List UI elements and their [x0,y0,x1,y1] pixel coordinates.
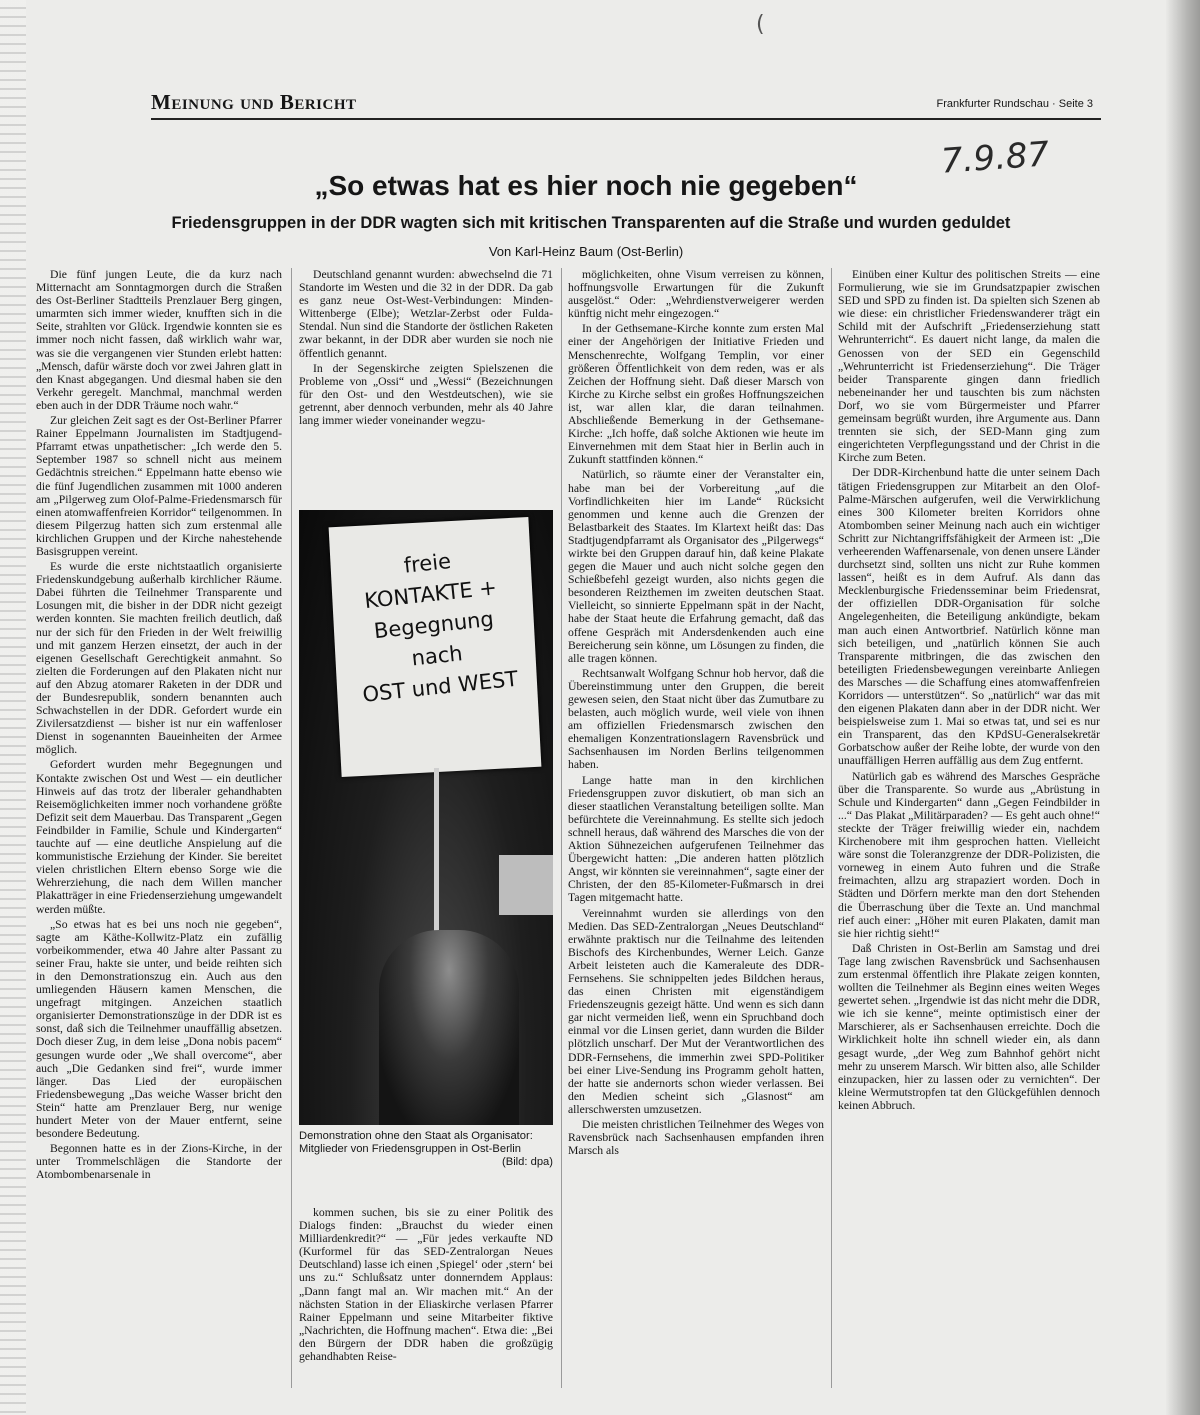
paragraph: „So etwas hat es bei uns noch nie gegeben“, sagte am Käthe-Kollwitz-Platz ein zufällig vorbeikommender, etwa 40 Jahre alter Passant zu seiner Frau, hakte sie unter, und beide reihten sich in den Demonstrationszug ein. Auch aus den umliegenden Häusern kamen Menschen, die ungefragt mitgingen. Anzeichen staatlich organisierter Demonstrationszüge in der DDR ist es sonst, daß sich die Teilnehmer unauffällig absetzen. Doch dieser Zug, in dem leise „Dona nobis pacem“ gesungen wurde oder „We shall overcome“, aber auch „Die Gedanken sind frei“, wurde immer länger. Das Lied der europäischen Friedensbewegung „Das weiche Wasser bricht den Stein“ hatte am Prenzlauer Berg, nur wenige hundert Meter von der Mauer entfernt, seine besondere Bedeutung. [36,917,282,1141]
column-3 [568,268,824,1393]
paragraph: Die meisten christlichen Teilnehmer des Weges von Ravensbrück nach Sachsenhausen empfanden ihren Marsch als [568,1118,824,1158]
paragraph: möglichkeiten, ohne Visum verreisen zu können, hoffnungsvolle Erwartungen für die Zukunft ausgelöst.“ Oder: „Wehrdienstverweigerer werden künftig nicht mehr eingezogen.“ [568,268,824,321]
paragraph: In der Segenskirche zeigten Spielszenen die Probleme von „Ossi“ und „Wessi“ (Bezeichnungen für den Ost- und den Westdeutschen), wie sie getrennt, aber dennoch verbunden, mehr als 40 Jahre lang immer wieder voneinander wegzu- [299,361,553,428]
pen-mark: ( [756,12,765,37]
column-rule [291,268,292,1388]
handwritten-date: 7.9.87 [939,134,1051,182]
paragraph: Lange hatte man in den kirchlichen Friedensgruppen zuvor diskutiert, ob man sich an dieser staatlichen Veranstaltung beteiligen sollte. Man befürchtete die Vereinnahmung. Es stellte sich jedoch schnell heraus, daß während des Marsches die von der Aktion Sühnezeichen aufgerufenen Teilnehmer das Übergewicht hatten: „Die anderen hatten plötzlich Angst, wir könnten sie vereinnahmen“, sagte einer der Christen, der den 85-Kilometer-Fußmarsch in drei Tagen mitgemacht hatte. [568,773,824,905]
subheadline: Friedensgruppen in der DDR wagten sich mit kritischen Transparenten auf die Straße und wurden geduldet [171,214,1011,232]
paragraph: Vereinnahmt wurden sie allerdings von den Medien. Das SED-Zentralorgan „Neues Deutschland“ erwähnte praktisch nur die Teilnahme des leitenden Bischofs des Kirchenbundes, Werner Leich. Ganze Arbeit leisteten auch die Kameraleute des DDR-Fernsehens. Sie schnippelten jedes Bildchen heraus, das einen Christen mit eigenständigem Friedenszeugnis gezeigt hätte. Und wenn es sich dann gar nicht vermeiden ließ, wenn ein Spruchband doch einmal vor die Linsen geriet, dann wurden die Bilder plötzlich unscharf. Der Mut der Verantwortlichen des DDR-Fernsehens, die immerhin zwei SPD-Politiker bei einer Live-Sendung ins Programm geholt hatten, der hatte sie andernorts schon wieder verlassen. Bei den Medien scheint sich „Glasnost“ am allerschwersten umzusetzen. [568,906,824,1116]
sign-line: KONTAKTE + [363,575,498,614]
paragraph: Die fünf jungen Leute, die da kurz nach Mitternacht am Sonntagmorgen durch die Straßen des Ost-Berliner Stadtteils Prenzlauer Berg gingen, umarmten sich immer wieder, knufften sich in die Seite, strahlten vor Glück. Irgendwie konnten sie es immer noch nicht fassen, daß wirklich wahr war, was sie die vergangenen vier Stunden erlebt hatten: „Mensch, dafür wärste doch vor zwei Jahren glatt in den Knast abgegangen. Und diesmal haben sie den Verkehr geregelt. Manchmal, manchmal werden eben auch in der DDR Träume noch wahr.“ [36,268,282,412]
sign-line: freie [402,548,453,578]
scan-edge-right [1166,0,1200,1415]
section-name: Meinung und Bericht [151,90,357,114]
paragraph: Rechtsanwalt Wolfgang Schnur hob hervor, daß die Übereinstimmung unter den Gruppen, die bereit gewesen seien, den Staat nicht über das Zumutbare zu belasten, auch möglich wurde, weil viele von ihnen am offiziellen Friedensmarsch zwischen den ehemaligen Konzentrationslagern Ravensbrück und Sachsenhausen im Norden Berlins teilgenommen haben. [568,666,824,772]
newspaper-page [36,90,1100,1400]
column-4 [838,268,1100,1393]
paragraph: Es wurde die erste nichtstaatlich organisierte Friedenskundgebung außerhalb kirchlicher Räume. Dabei führten die Teilnehmer Transparente und Losungen mit, die bisher in der DDR nicht gezeigt werden konnten. Sie machten freilich deutlich, daß nur der sich für den Frieden in der Welt freiwillig und mit ganzem Herzen einsetzt, der auch in der eigenen Gesellschaft Gerechtigkeit anmahnt. So zielten die Forderungen auf den Plakaten nicht nur auf den Abzug atomarer Raketen in der DDR und der Bundesrepublik, sondern benannten auch Schwachstellen in der DDR. Gefordert wurde ein Zivilersatzdienst — bisher ist nur ein waffenloser Dienst in sogenannten Baueinheiten der Armee möglich. [36,560,282,757]
photo-caption [299,1130,553,1169]
sign-line: Begegnung [372,606,495,644]
sign-carrier-figure [379,930,519,1125]
paragraph: kommen suchen, bis sie zu einer Politik des Dialogs finden: „Brauchst du wieder einen Milliardenkredit?“ — „Für jedes verkaufte ND (Kurformel für das SED-Zentralorgan Neues Deutschland) lasse ich einen ‚Spiegel‘ oder ‚stern‘ bei uns zu.“ Schlußsatz unter donnerndem Applaus: „Dann fangt mal an. Wir machen mit.“ An der nächsten Station in der Eliaskirche verlasen Pfarrer Rainer Eppelmann und seine Mitarbeiter fiktive „Nachrichten, die Hoffnung machen“. Etwa die: „Bei den Bürgern der DDR haben die großzügig gehandhabten Reise- [299,1206,553,1364]
paragraph: Natürlich, so räumte einer der Veranstalter ein, habe man bei der Vorbereitung „auf die Vorfindlichkeiten hier im Lande“ Rücksicht genommen und kenne auch die Grenzen der Belastbarkeit des Staates. Im Klartext heißt das: Das Stadtjugendpfarramt als Organisator des „Pilgerwegs“ wirkte bei den Gruppen darauf hin, daß keine Plakate gegen die Mauer und auch nicht solche gegen den Schießbefehl gezeigt wurden, also nichts gegen die besonderen Reizthemen im zweiten deutschen Staat. Vielleicht, so sinnierte Eppelmann spät in der Nacht, habe der Staat heute die Erfahrung gemacht, daß das offene Gespräch mit Andersdenkenden auch eine Bereicherung sein könne, um Lösungen zu finden, die alle tragen können. [568,468,824,665]
column-2-top [299,268,553,468]
paragraph: Gefordert wurden mehr Begegnungen und Kontakte zwischen Ost und West — ein deutlicher Hinweis auf das trotz der liberaler gehandhabten Reisemöglichkeiten immer noch vorhandene größte Defizit seit dem Mauerbau. Das Transparent „Gegen Feindbilder in Familie, Schule und Kindergarten“ tauchte auf — eine deutliche Anspielung auf die kommunistische Erziehung der Kinder. Sie bereitet vielen christlichen Eltern ebenso Sorge wie die Wehrerziehung, die nach dem Willen mancher Plakatträger in eine Friedenserziehung umgewandelt werden müßte. [36,758,282,916]
column-rule [561,268,562,1388]
photo-credit: (Bild: dpa) [502,1156,553,1168]
headline: „So etwas hat es hier noch nie gegeben“ [314,170,858,201]
paragraph: Deutschland genannt wurden: abwechselnd die 71 Standorte im Westen und die 32 in der DDR. Da gab es ganz neue Ost-West-Verbindungen: Minden-Wittenberge (Elbe); Wetzlar-Zerbst oder Fulda-Stendal. Nun sind die Standorte der östlichen Raketen zwar bekannt, in der DDR aber wurden sie noch nie öffentlich genannt. [299,268,553,360]
column-1 [36,268,282,1393]
paragraph: In der Gethsemane-Kirche konnte zum ersten Mal einer der Angehörigen der Initiative Frieden und Menschenrechte, Wolfgang Templin, vor einer größeren Öffentlichkeit von dem reden, was er als Zeichen der Hoffnung sieht. Daß dieser Marsch von Kirche zu Kirche selbst ein großes Hoffnungszeichen ist, war allen klar, die daran teilnahmen. Abschließende Bemerkung in der Gethsemane-Kirche: „Ich hoffe, daß solche Aktionen wie heute im Einvernehmen mit dem Staat hier in Berlin auch in Zukunft stattfinden können.“ [568,322,824,467]
paragraph: Zur gleichen Zeit sagt es der Ost-Berliner Pfarrer Rainer Eppelmann Journalisten im Stadtjugend-Pfarramt etwas unpathetischer: „Ich werde den 5. September 1987 so schnell nicht aus meinem Gedächtnis streichen.“ Eppelmann hatte ebenso wie die fünf Jugendlichen zusammen mit 1000 anderen am „Pilgerweg zum Olof-Palme-Friedensmarsch für einen atomwaffenfreien Korridor“ teilgenommen. In diesem Pilgerzug hatten sich zum erstenmal alle kirchlichen Gruppen und der Kirche nahestehende Basisgruppen vereint. [36,414,282,558]
paragraph: Daß Christen in Ost-Berlin am Samstag und drei Tage lang zwischen Ravensbrück und Sachsenhausen zum erstenmal öffentlich ihre Plakate zeigen konnten, wollten die Teilnehmer als Beginn eines weiten Weges gewertet sehen. „Irgendwie ist das nicht mehr die DDR, wie ich sie kenne“, meinte optimistisch einer der Marschierer, als er Sachsenhausen erreichte. Doch die Wirklichkeit holte ihn schnell wieder ein, als dann gesagt wurde, „der Weg zum Bahnhof gehört nicht mehr zu unserem Marsch. Wir bitten also, alle Schilder einzupacken, hier zu lassen oder zu vernichten“. Der kleine Wermutstropfen tat den Glückgefühlen dennoch keinen Abbruch. [838,941,1100,1112]
paper-reference: Frankfurter Rundschau · Seite 3 [936,98,1093,110]
protest-sign-text [336,539,531,712]
column-2-bottom [299,1206,553,1396]
byline: Von Karl-Heinz Baum (Ost-Berlin) [488,244,684,259]
paragraph: Natürlich gab es während des Marsches Gespräche über die Transparente. So wurde aus „Abrüstung in Schule und Kindergarten“ dann „Gegen Feindbilder in ...“ Das Plakat „Militärparaden? — Es geht auch ohne!“ steckte der Träger freiwillig wieder ein, nachdem Kirchenobere mit ihm gesprochen hatten. Vielleicht wäre sonst die Toleranzgrenze der DDR-Polizisten, die vorneweg in einem Auto fuhren und die Straße freimachten, allzu arg strapaziert worden. Doch in Städten und Dörfern merkte man den dort Stehenden die Überraschung über die Texte an. Und manchmal rief auch einer: „Höher mit euren Plakaten, damit man sie hier richtig sieht!“ [838,769,1100,940]
sign-line: nach [410,641,464,671]
sign-line: OST und WEST [361,666,520,707]
paragraph: Begonnen hatte es in der Zions-Kirche, in der unter Trommelschlägen die Standorte der Atombombenarsenale in [36,1142,282,1182]
masthead [151,90,1101,120]
paragraph: Der DDR-Kirchenbund hatte die unter seinem Dach tätigen Friedensgruppen zur Mitarbeit an den Olof-Palme-Märschen aufgerufen, weil die Verwirklichung eines 300 Kilometer breiten Korridors ohne Atombomben seiner Meinung nach auch ein wichtiger Schritt zur Nichtangriffsfähigkeit der Armeen ist: „Die verheerenden Waffenarsenale, von denen unsere Länder durchsetzt sind, sollten uns nicht zur Ruhe kommen lassen“, heißt es in dem Aufruf. Als dann das Mecklenburgische Friedensseminar beim Friedensrat, der offiziellen DDR-Organisation für solche Angelegenheiten, die Beteiligung ankündigte, bekam man auch einen Antwortbrief. Natürlich könne man sich beteiligen, und „natürlich können Sie auch Transparente mitbringen, die das zwischen den beteiligten Friedensbewegungen vereinbarte Anliegen des Marsches — die Schaffung eines atomwaffenfreien Korridors — unterstützen“. So „natürlich“ war das mit den eigenen Plakaten dann aber in der DDR nicht. Wer beispielsweise zum 1. Mai so etwas tat, und sei es nur ein Transparent, das den KPdSU-Generalsekretär Gorbatschow außer der Reihe lobte, der wurde von den unauffälligen Herren auffällig aus dem Zug entfernt. [838,466,1100,768]
photo-background-banner [499,855,553,915]
paragraph: Einüben einer Kultur des politischen Streits — eine Formulierung, wie sie im Grundsatzpapier zwischen SED und SPD zu finden ist. Da spielten sich Szenen ab wie diese: ein christlicher Friedenswanderer trägt ein Schild mit der Aufschrift „Friedenserziehung statt Wehrunterricht“. Es dauert nicht lange, da malen die Genossen von der SED ein Gegenschild „Wehrunterricht ist Friedenserziehung“. Die Träger beider Transparente gingen dann friedlich nebeneinander her und tauschten bis zum nächsten Dorf, wo sie vom Bürgermeister und Pfarrer gemeinsam begrüßt wurden, ihre Argumente aus. Dann trennten sie sich, der SED-Mann ging zum eingerichteten Verpflegungsstand und der Christ in die Kirche zum Beten. [838,268,1100,465]
scan-edge-left [0,0,26,1415]
caption-text: Demonstration ohne den Staat als Organisator: Mitglieder von Friedensgruppen in Ost-Berlin [299,1130,533,1155]
demonstration-photo [299,510,553,1125]
protest-sign [329,517,542,777]
column-rule [831,268,832,1388]
